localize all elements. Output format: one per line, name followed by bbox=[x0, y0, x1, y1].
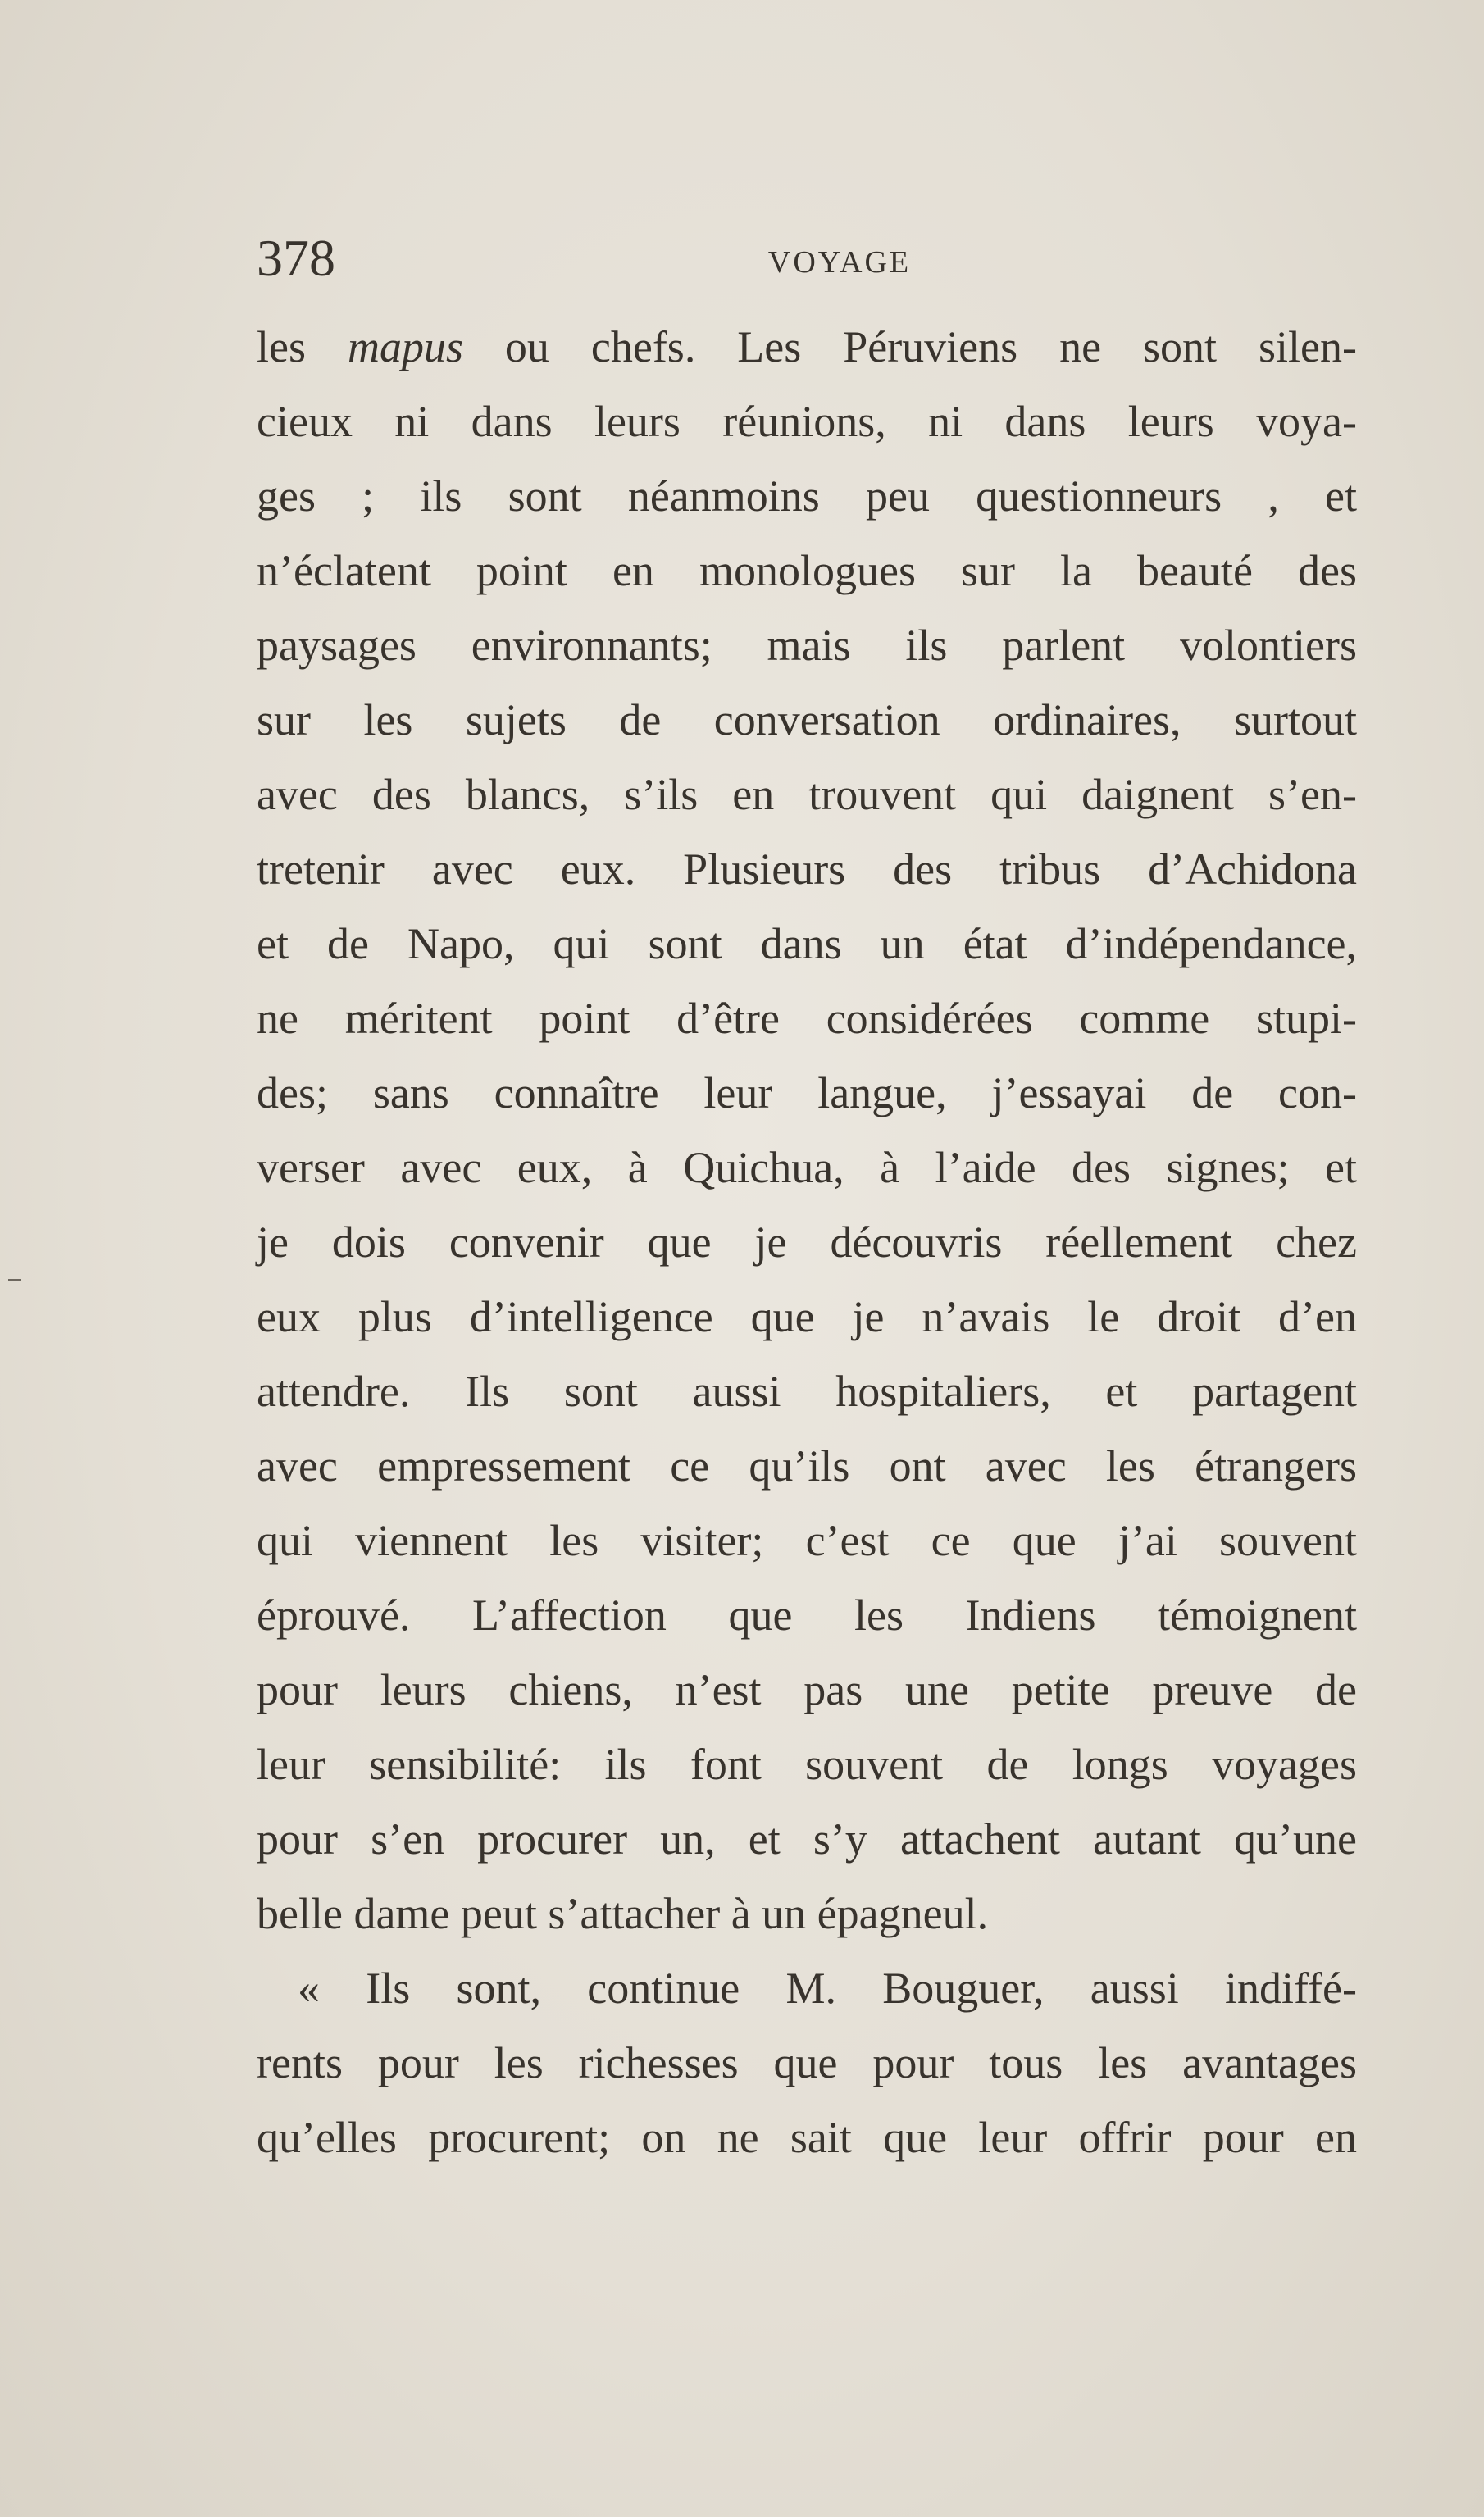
text-line: eux plus d’intelligence que je n’avais le droit d’en bbox=[257, 1292, 1357, 1341]
text-line: n’éclatent point en monologues sur la beauté des bbox=[257, 546, 1357, 595]
text-segment: les bbox=[257, 322, 348, 371]
text-segment: ou chefs. Les Péruviens ne sont silen- bbox=[462, 322, 1357, 371]
text-line: cieux ni dans leurs réunions, ni dans leurs voya- bbox=[257, 397, 1357, 446]
text-line: ges ; ils sont néanmoins peu questionneurs , et bbox=[257, 471, 1357, 521]
text-line: qui viennent les visiter; c’est ce que j’ai souvent bbox=[257, 1516, 1357, 1565]
text-line: attendre. Ils sont aussi hospitaliers, et partagent bbox=[257, 1367, 1357, 1416]
text-line: rents pour les richesses que pour tous les avantages bbox=[257, 2038, 1357, 2087]
italic-term: mapus bbox=[347, 322, 463, 371]
text-line bbox=[257, 310, 1357, 385]
text-line: leur sensibilité: ils font souvent de longs voyages bbox=[257, 1740, 1357, 1789]
text-line: tretenir avec eux. Plusieurs des tribus d’Achidona bbox=[257, 844, 1357, 894]
text-line: ne méritent point d’être considérées comme stupi- bbox=[257, 994, 1357, 1043]
text-line: avec empressement ce qu’ils ont avec les étrangers bbox=[257, 1441, 1357, 1491]
text-line: belle dame peut s’attacher à un épagneul. bbox=[257, 1889, 989, 1938]
margin-mark bbox=[8, 1279, 21, 1281]
text-line: et de Napo, qui sont dans un état d’indépendance, bbox=[257, 919, 1357, 968]
text-line: avec des blancs, s’ils en trouvent qui daignent s’en- bbox=[257, 770, 1357, 819]
text-line: paysages environnants; mais ils parlent volontiers bbox=[257, 621, 1357, 670]
text-line: éprouvé. L’affection que les Indiens témoignent bbox=[257, 1591, 1357, 1640]
text-line: sur les sujets de conversation ordinaires, surtout bbox=[257, 695, 1357, 744]
text-line: pour s’en procurer un, et s’y attachent autant qu’une bbox=[257, 1814, 1357, 1864]
running-title: VOYAGE bbox=[767, 245, 912, 280]
text-line: qu’elles procurent; on ne sait que leur offrir pour en bbox=[257, 2113, 1357, 2162]
text-line: « Ils sont, continue M. Bouguer, aussi indiffé- bbox=[298, 1964, 1357, 2013]
text-line: des; sans connaître leur langue, j’essayai de con- bbox=[257, 1068, 1357, 1117]
text-line: pour leurs chiens, n’est pas une petite preuve de bbox=[257, 1665, 1357, 1714]
text-line: je dois convenir que je découvris réellement chez bbox=[257, 1218, 1357, 1267]
body-text bbox=[257, 310, 1357, 2175]
page-header bbox=[257, 230, 1357, 287]
text-line: verser avec eux, à Quichua, à l’aide des signes; et bbox=[257, 1143, 1357, 1192]
page-number: 378 bbox=[257, 229, 335, 287]
